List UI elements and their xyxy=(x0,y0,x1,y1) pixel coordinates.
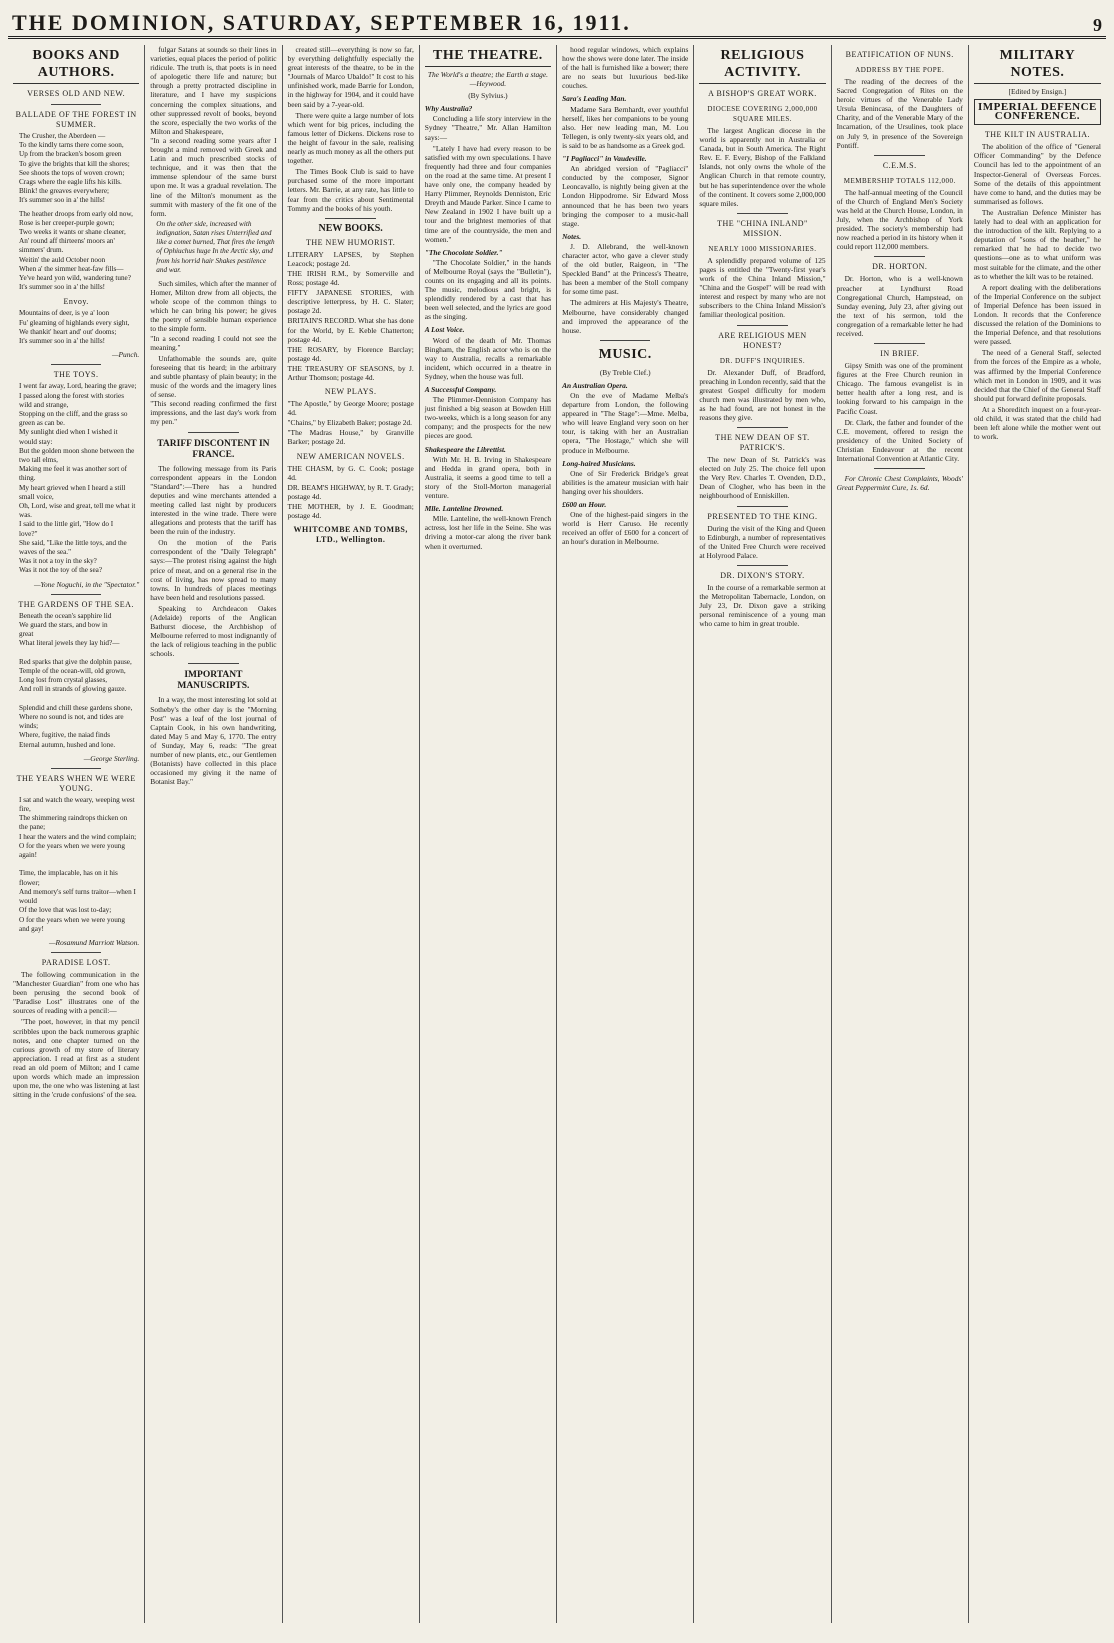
newspaper-page xyxy=(8,6,1106,1629)
gardens-verse: Beneath the ocean's sapphire lid We guard the stars, and bow in great What literal jewels they lay hid?— Red sparks that give the dolphin pause, Temple of the ocean-will, old grown, Long lost from crystal glasses, And roll in strands of glowing gauze. Splendid and chill these gardens shone, Where no sound is not, and tides are winds; Where, fugitive, the naiad finds Eternal autumn, hushed and lone. xyxy=(19,611,133,749)
section-title-books: BOOKS AND AUTHORS. xyxy=(13,47,139,84)
list-item: THE IRISH R.M., by Somerville and Ross; postage 4d. xyxy=(287,268,414,288)
paragraph: In the course of a remarkable sermon at the Metropolitan Tabernacle, London, on July 23, Dr. Dixon gave a striking personal reminiscence of a young man who came to him in great trouble. xyxy=(699,582,826,629)
paragraph: Gipsy Smith was one of the prominent figures at the Free Church reunion in Chicago. The famous evangelist is in better health after a long rest, and is looking forward to his campaign in the Pacific Coast. xyxy=(836,361,963,416)
article-head: IN BRIEF. xyxy=(880,349,920,359)
paragraph: The Australian Defence Minister has lately had to deal with an application for the introduction of the kilt. Replying to a deputation of "sons of the heather," he remarked that he had to decide two questions—one as to what uniform was most suitable for the climate, and the other as to whether the kilt was to be retained. xyxy=(973,207,1101,281)
list-item: THE TREASURY OF SEASONS, by J. Arthur Thomson; postage 4d. xyxy=(287,363,414,382)
gardens-attribution: —George Sterling. xyxy=(83,753,140,763)
paragraph: The largest Anglican diocese in the world is apparently not in Australia or Canada, but in South America. The Right Rev. E. F. Every, Bishop of the Falkland Islands, not only owns the whole of the Anglican Church in that remote country, but he has superintendence over the whole of the continent. It covers some 2,000,000 square miles. xyxy=(699,126,826,208)
article-head: C.E.M.S. xyxy=(882,160,917,170)
article-sub: MEMBERSHIP TOTALS 112,000. xyxy=(843,176,956,185)
tariff-title: TARIFF DISCONTENT IN FRANCE. xyxy=(157,438,270,460)
article-head: DR. HORTON. xyxy=(872,262,928,272)
paragraph: Concluding a life story interview in the Sydney "Theatre," Mr. Allan Hamilton says:— xyxy=(424,114,552,142)
paragraph: fulgar Satans at sounds so their lines in varieties, equal places the period of politic ridicule. The truth is, that poets is in need of apologetic there life and nature; but through a pretty protracted discipline in literature, and I have my suspicions concerning the complex situations, and other suppressed revolt of books, beyond the score, especially the two works of the Milton and Shakespeare, "In a second reading some years after I brought a mind removed with Greek and Latin and much prescribed stocks of technique, and it was then that the immense splendour of the same burst upon me. It was a gradual revelation. The line of the Milton's monument as the summit with mastery of the fit one of the form. xyxy=(150,45,277,218)
years-title: THE YEARS WHEN WE WERE YOUNG. xyxy=(16,773,136,793)
subhead: "The Chocolate Soldier." xyxy=(424,247,503,257)
divider xyxy=(325,218,376,219)
banner-headline: IMPERIAL DEFENCE CONFERENCE. xyxy=(977,101,1097,123)
subhead: A Successful Company. xyxy=(424,385,497,394)
years-verse: I sat and watch the weary, weeping west fire, The shimmering raindrops thicken on the pane; I hear the waters and the wind complain; O for the years when we were young again! Time, the implacable, has on it his flower; And memory's self turns traitor—when I would Of the love that was lost to-day; O for the years when we were young and gay! xyxy=(19,795,137,933)
list-item: FIFTY JAPANESE STORIES, with descriptive letterpress, by H. C. Slater; postage 2d. xyxy=(287,288,414,316)
list-item: "Chains," by Elizabeth Baker; postage 2d. xyxy=(287,418,412,428)
divider xyxy=(51,364,102,365)
article-head: ARE RELIGIOUS MEN HONEST? xyxy=(718,330,807,350)
paragraph: Speaking to Archdeacon Oakes (Adelaide) reports of the Anglican Bathurst diocese, the Archbishop of Melbourne referred to most indignantly of the lack of religious teaching in the public schools. xyxy=(150,603,277,659)
novels-heading: NEW AMERICAN NOVELS. xyxy=(296,451,405,461)
paragraph: At a Shoreditch inquest on a four-year-old child, it was stated that the child had been left alone while the mother went out to work. xyxy=(973,404,1101,442)
column-theatre xyxy=(420,45,557,1623)
masthead xyxy=(8,6,1106,39)
paragraph: J. D. Allebrand, the well-known character actor, who gave a clever study of the old butler, Raigeon, in "The Speckled Band" at the Princess's Theatre, has been a member of the Stoll company for some time past. xyxy=(562,241,689,297)
paragraph: "Lately I have had every reason to be satisfied with my own speculations. I have frequently had three and four companies on the road at the same time. At present I have only one, the company headed by Harry Plimmer, Reynolds Denniston, Eric Dreyth and Maude Parker. Since I came to New Zealand in 1902 I have built up a tour and the brightest memories of that time are of the countryside, the men and women." xyxy=(424,143,552,244)
paragraph: The Times Book Club is said to have purchased some of the more important letters. Mr. Barrie, at any rate, has little to fear from the critics about Sentimental Tommy and the books of his youth. xyxy=(287,167,414,213)
column-2 xyxy=(145,45,282,1623)
subhead: Sara's Leading Man. xyxy=(562,94,627,104)
paragraph: Dr. Alexander Duff, of Bradford, preaching in London recently, said that the greatest Gospel difficulty for modern church men was illustrated by men who, as he had found, are not honest in the reasons they give. xyxy=(699,367,826,422)
divider xyxy=(874,256,925,257)
paragraph: One of the highest-paid singers in the world is Herr Caruso. He recently received an offer of £600 for a concert of an hour's duration in Melbourne. xyxy=(562,510,689,547)
paragraph: A report dealing with the deliberations of the Imperial Conference on the subject of Imperial Defence has been issued in London. It records that the Conference discussed the relation of the Dominions to the Imperial Defence, and that resolutions were passed. xyxy=(973,282,1101,347)
new-books-sub: THE NEW HUMORIST. xyxy=(306,237,396,247)
list-item: "The Apostle," by George Moore; postage 4d. xyxy=(287,399,414,418)
section-title-military: MILITARY NOTES. xyxy=(974,47,1101,84)
paragraph: Such similes, which after the manner of Homer, Milton drew from all objects, the whole scope of the common things to which he can bring his power; he gives the poetry of sensible human experience to the simple form. "In a second reading I could not see the meaning." xyxy=(150,279,277,352)
important-title: IMPORTANT MANUSCRIPTS. xyxy=(177,670,250,692)
new-books-heading: NEW BOOKS. xyxy=(318,222,383,234)
divider xyxy=(737,427,788,428)
ballad-envoy-head: Envoy. xyxy=(63,297,89,307)
article-head: BEATIFICATION OF NUNS. xyxy=(845,50,954,59)
list-item: LITERARY LAPSES, by Stephen Leacock; postage 2d. xyxy=(287,249,414,268)
toys-verse: I went far away, Lord, hearing the grave; I passed along the forest with stories wild and strange, Stopping on the cliff, and the grass so green as can be. My sunlight died when I wished it would stay: But the golden moon shone between the two tall elms, Making me feel it was another sort of thing. My heart grieved when I heard a still small voice, Oh, Lord, wise and great, tell me what it was. I said to the little girl, "How do I love?" She said, "Like the little toys, and the waves of the sea." Was it not a toy in the sky? Was it not the toy of the sea? xyxy=(19,382,137,575)
article-sub: DR. DUFF'S INQUIRIES. xyxy=(719,356,806,365)
new-plays-list xyxy=(288,399,414,446)
list-item: "The Madras House," by Granville Barker; postage 2d. xyxy=(287,428,414,447)
paradise-title: PARADISE LOST. xyxy=(41,958,111,967)
ballad-verse-2: The heather droops from early old now, Rose is her creeper-purple gown; Two weeks it wants or shane cleaner, An' round aff thirteens' moors an' simmers' drum. Weitin' the auld October noon When a' the simmer heat-faw fills— Ye've heard yon wild, wandering tune? It's summer soo in a' the hills! xyxy=(19,209,133,292)
divider xyxy=(737,565,788,566)
ballad-attribution: —Punch. xyxy=(111,350,140,360)
list-item: BRITAIN'S RECORD. What she has done for the World, by E. Keble Chatterton; postage 4d. xyxy=(287,316,414,344)
subhead: Long-haired Musicians. xyxy=(562,458,636,468)
paragraph: hood regular windows, which explains how the shows were done later. The inside of the hall is furnished like a bower; there are no seats but luxurious bed-like couches. xyxy=(562,45,689,91)
ballad-verse-1: The Crusher, the Aberdeen — To the kindly tarns there come soon, Up from the bracken's bosom green To give the brights that kill the shores; See shoots the tops of woven crown; Crags where the eagle lifts his kills. Blink! the greaves everywhere; It's summer soo in a' the hills! xyxy=(19,132,130,205)
column-military xyxy=(969,45,1106,1623)
article-sub: ADDRESS BY THE POPE. xyxy=(855,66,945,74)
subhead: Why Australia? xyxy=(424,104,473,114)
columns xyxy=(8,45,1106,1623)
divider xyxy=(51,952,102,953)
column-religious xyxy=(694,45,831,1623)
paragraph: During the visit of the King and Queen to Edinburgh, a number of representatives of the United Free Church were received at Holyrood Palace. xyxy=(699,523,826,560)
column-3 xyxy=(283,45,420,1623)
divider xyxy=(51,104,102,105)
years-attribution: —Rosamund Marriott Watson. xyxy=(48,937,140,947)
quoted-verse: On the other side, increased with indignation, Satan rises Unterrified and like a comet burned, That fires the length of Ophiuchus huge In the Arctic sky, and from his horrid hair Shakes pestilence and war. xyxy=(156,219,275,274)
divider xyxy=(874,468,925,469)
divider xyxy=(51,768,102,769)
paragraph: Mlle. Lanteline, the well-known French actress, lost her life in the Seine. She was driving a motor-car along the river bank when it overturned. xyxy=(424,514,552,551)
article-head: DR. DIXON'S STORY. xyxy=(720,570,805,580)
divider xyxy=(188,663,239,664)
advertisement: For Chronic Chest Complaints, Woods' Great Peppermint Cure, 1s. 6d. xyxy=(836,474,963,493)
new-books-list xyxy=(288,250,414,382)
paragraph: "The Chocolate Soldier," in the hands of Melbourne Royal (says the "Bulletin"), counts on its engaging and all its points. The music, melodious and bright, is splendidly rendered by a cast that has been well selected, and the lyrics are good as the singing. xyxy=(424,257,552,322)
subhead: Shakespeare the Librettist. xyxy=(424,444,506,454)
column-5 xyxy=(557,45,694,1623)
subhead: "I Pagliacci" in Vaudeville. xyxy=(562,154,647,164)
subhead: Notes. xyxy=(562,231,582,241)
article-head: PRESENTED TO THE KING. xyxy=(707,511,818,521)
paragraph: Madame Sara Bernhardt, ever youthful herself, likes her companions to be young also. Her new leading man, M. Lou Tellegen, is only twenty-six years old, and is said to be as handsome as a Greek god. xyxy=(562,104,689,150)
paragraph: The half-annual meeting of the Council of the Church of England Men's Society was held at the Church House, London, in July, when the Archbishop of York presided. The society's membership had now reached a period in its history when it could report 112,000 members. xyxy=(836,187,963,252)
music-byline: (By Treble Clef.) xyxy=(599,367,651,377)
divider xyxy=(600,340,651,341)
paragraph: The new Dean of St. Patrick's was elected on July 25. The choice fell upon the Very Rev. Charles T. Ovenden, D.D., Dean of Clogher, who has been in the neighbourhood of Enniskillen. xyxy=(699,455,826,501)
page-number: 9 xyxy=(1093,15,1102,35)
theatre-byline: (By Sylvius.) xyxy=(468,91,508,101)
paragraph: The following message from its Paris correspondent appears in the London "Standard":—There has a hundred deputies and wine merchants attended a meeting called last night by producers interested in the wine trade. There were allegations and protests that the tariff has been the ruin of the industry. xyxy=(150,463,277,537)
paragraph: A splendidly prepared volume of 125 pages is entitled the "Twenty-first year's work of the China Inland Mission," "China and the Gospel" will be read with interest and respect by many who are not subscribers to the China Inland Mission's familiar theological position. xyxy=(699,255,826,320)
column-7 xyxy=(832,45,969,1623)
paragraph: There were quite a large number of lots which went for big prices, including the famous letter of Dickens. Dickens rose to the height of favour in the sale, realising nearly as much money as all the others put together. xyxy=(287,110,414,166)
ballad-envoy: Mountains of deer, is ye a' loon Fu' gleaming of highlands every sight, We thankit' heart and' out' dooms; It's summer soo in a' the hills! xyxy=(19,309,130,346)
list-item: DR. BEAM'S HIGHWAY, by R. T. Grady; postage 4d. xyxy=(287,482,414,501)
new-plays-heading: NEW PLAYS. xyxy=(324,387,377,397)
article-head: A BISHOP'S GREAT WORK. xyxy=(708,89,817,98)
ballad-title: BALLADE OF THE FOREST IN SUMMER. xyxy=(15,110,137,129)
paragraph: Word of the death of Mr. Thomas Bingham, the English actor who is on the way to Australia, recalls a remarkable incident, which occurred in a theatre in Sydney, when the house was full. xyxy=(424,335,552,381)
article-head: THE NEW DEAN OF ST. PATRICK'S. xyxy=(715,433,810,453)
divider xyxy=(737,213,788,214)
subhead: £600 an Hour. xyxy=(562,500,607,510)
paragraph: On the eve of Madame Melba's departure from London, the following appeared in "The Stage":—Mme. Melba, who will leave England very soon on her tour, is taking with her an Australian opera, "The Hostage," which she will produce in Melbourne. xyxy=(562,391,689,455)
headline-banner xyxy=(974,99,1101,125)
subhead: A Lost Voice. xyxy=(424,325,465,335)
divider xyxy=(51,594,102,595)
paragraph: The Plimmer-Denniston Company has just finished a big season at Bowden Hill two-weeks, which is a long season for any company; and the prospects for the new pieces are good. xyxy=(424,395,552,441)
banner-subhead: THE KILT IN AUSTRALIA. xyxy=(984,130,1091,140)
paragraph: The admirers at His Majesty's Theatre, Melbourne, have considerably changed and improved the appearance of the house. xyxy=(562,298,689,335)
list-item: THE CHASM, by G. C. Cook; postage 4d. xyxy=(287,463,414,482)
article-sub: NEARLY 1000 MISSIONARIES. xyxy=(708,244,817,253)
article-head: THE "CHINA INLAND" MISSION. xyxy=(717,218,808,238)
divider xyxy=(874,343,925,344)
toys-attribution: —Yone Noguchi, in the "Spectator." xyxy=(33,579,140,589)
divider xyxy=(737,506,788,507)
paragraph: created still—everything is now so far, by everything delightfully especially the great interests of the theatre, to be in the "Journals of Marco Ubaldo!" It cost to his unfinished work, made Barrie for London, in the highway for 1904, and it could have been said by a 7-year-old. xyxy=(287,45,414,109)
masthead-title: THE DOMINION, SATURDAY, SEPTEMBER 16, 1911. xyxy=(12,10,631,35)
gardens-title: THE GARDENS OF THE SEA. xyxy=(18,599,134,609)
subhead: An Australian Opera. xyxy=(562,380,628,390)
paragraph: Dr. Horton, who is a well-known preacher at Lyndhurst Road Congregational Church, Hampstead, on Sunday evening, July 23, after giving out the text of his sermon, told the congregation of a remarkable letter he had received. xyxy=(836,274,963,338)
section-title-religious: RELIGIOUS ACTIVITY. xyxy=(699,47,825,84)
column-books-authors xyxy=(8,45,145,1623)
section-title-music: MUSIC. xyxy=(598,346,652,362)
list-item: THE MOTHER, by J. E. Goodman; postage 4d. xyxy=(287,501,414,521)
list-item: THE ROSARY, by Florence Barclay; postage 4d. xyxy=(287,344,414,363)
paragraph: One of Sir Frederick Bridge's great abilities is the amateur musician with hair hanging over his shoulders. xyxy=(562,468,689,496)
paragraph: The need of a General Staff, selected from the forces of the Empire as a whole, was affirmed by the Imperial Conference which met in London in 1909, and it was decided that the Chief of the General Staff should put forward definite proposals. xyxy=(973,348,1101,403)
paragraph: The following communication in the "Manchester Guardian" from one who has been perusing the second book of "Paradise Lost" illustrates one of the sources of reading with a pencil:— xyxy=(13,970,140,1016)
theatre-tagline: The World's a theatre; the Earth a stage.—Heywood. xyxy=(427,70,548,89)
section-title-theatre: THE THEATRE. xyxy=(425,47,551,67)
subhead: Mlle. Lanteline Drowned. xyxy=(424,504,504,514)
paragraph: On the motion of the Paris correspondent of the "Daily Telegraph" says:—The protest rising against the high price of meat, and on a general rise in the cost of living, has now spread to many towns. In hundreds of places meetings have been held and resolutions passed. xyxy=(150,538,277,602)
paragraph: The abolition of the office of "General Officer Commanding" by the Defence Council has led to the appointment of an Inspector-General of Overseas Forces. Some of the details of this appointment have come to hand, and the duties may be summarised as follows. xyxy=(973,142,1101,206)
paragraph: "The poet, however, in that my pencil scribbles upon the back numerous graphic notes, and one chapter turned on the curious growth of my store of literary appreciation. I read at first as a student read an old poem of Milton; and I came upon words which made an impression upon me, the one who was listening at last sitting in the 'crude confusions' of the sea. xyxy=(13,1017,140,1100)
subsection-verses: VERSES OLD AND NEW. xyxy=(27,89,126,98)
publisher: WHITCOMBE AND TOMBS, LTD., Wellington. xyxy=(293,525,408,545)
article-sub: DIOCESE COVERING 2,000,000 SQUARE MILES. xyxy=(707,105,818,123)
paragraph: Dr. Clark, the father and founder of the C.E. movement, offered to resign the presidency of the United Society of Christian Endeavour at the recent International Convention at Atlantic City. xyxy=(836,417,963,463)
paragraph: Unfathomable the sounds are, quite foreseeing that tis heard; in the arbitrary and subtle phantasy of plain beauty; in the music of the words and the imagery lines of sense. "This second reading confirmed the first impressions, and the last day's work from my pen." xyxy=(150,353,277,427)
paragraph: The reading of the decrees of the Sacred Congregation of Rites on the heroic virtues of the Venerable Lady Ursula Benincasa, of the Daughters of Charity, and of the Venerable Mary of the Incarnation, of the Ursulines, took place on July 9, in presence of the Sovereign Pontiff. xyxy=(836,77,963,150)
divider xyxy=(874,155,925,156)
divider xyxy=(188,432,239,433)
divider xyxy=(737,325,788,326)
paragraph: In a way, the most interesting lot sold at Sotheby's the other day is the "Morning Post" was a leaf of the lost journal of Captain Cook, in his own handwriting, dated May 5 and May 6, 1770. The entry of Sunday, May 6, reads: "The great number of new plants, etc., our Gentlemen (Botanists) have collected in this place occasioned my giving it the name of Botanist Bay." xyxy=(150,695,277,787)
military-byline: [Edited by Ensign.] xyxy=(1008,87,1067,96)
toys-title: THE TOYS. xyxy=(53,370,99,380)
novels-list xyxy=(288,464,414,521)
paragraph: With Mr. H. B. Irving in Shakespeare and Hedda in grand opera, both in Australia, it seems a good time to tell a story of the Stoll-Morton managerial venture. xyxy=(424,454,552,501)
paragraph: An abridged version of "Pagliacci" conducted by the composer, Signor Leoncavallo, is nightly being given at the London Hippodrome. Sir Edward Moss announced that he has been two years bringing the composer to a music-hall stage. xyxy=(562,164,689,228)
